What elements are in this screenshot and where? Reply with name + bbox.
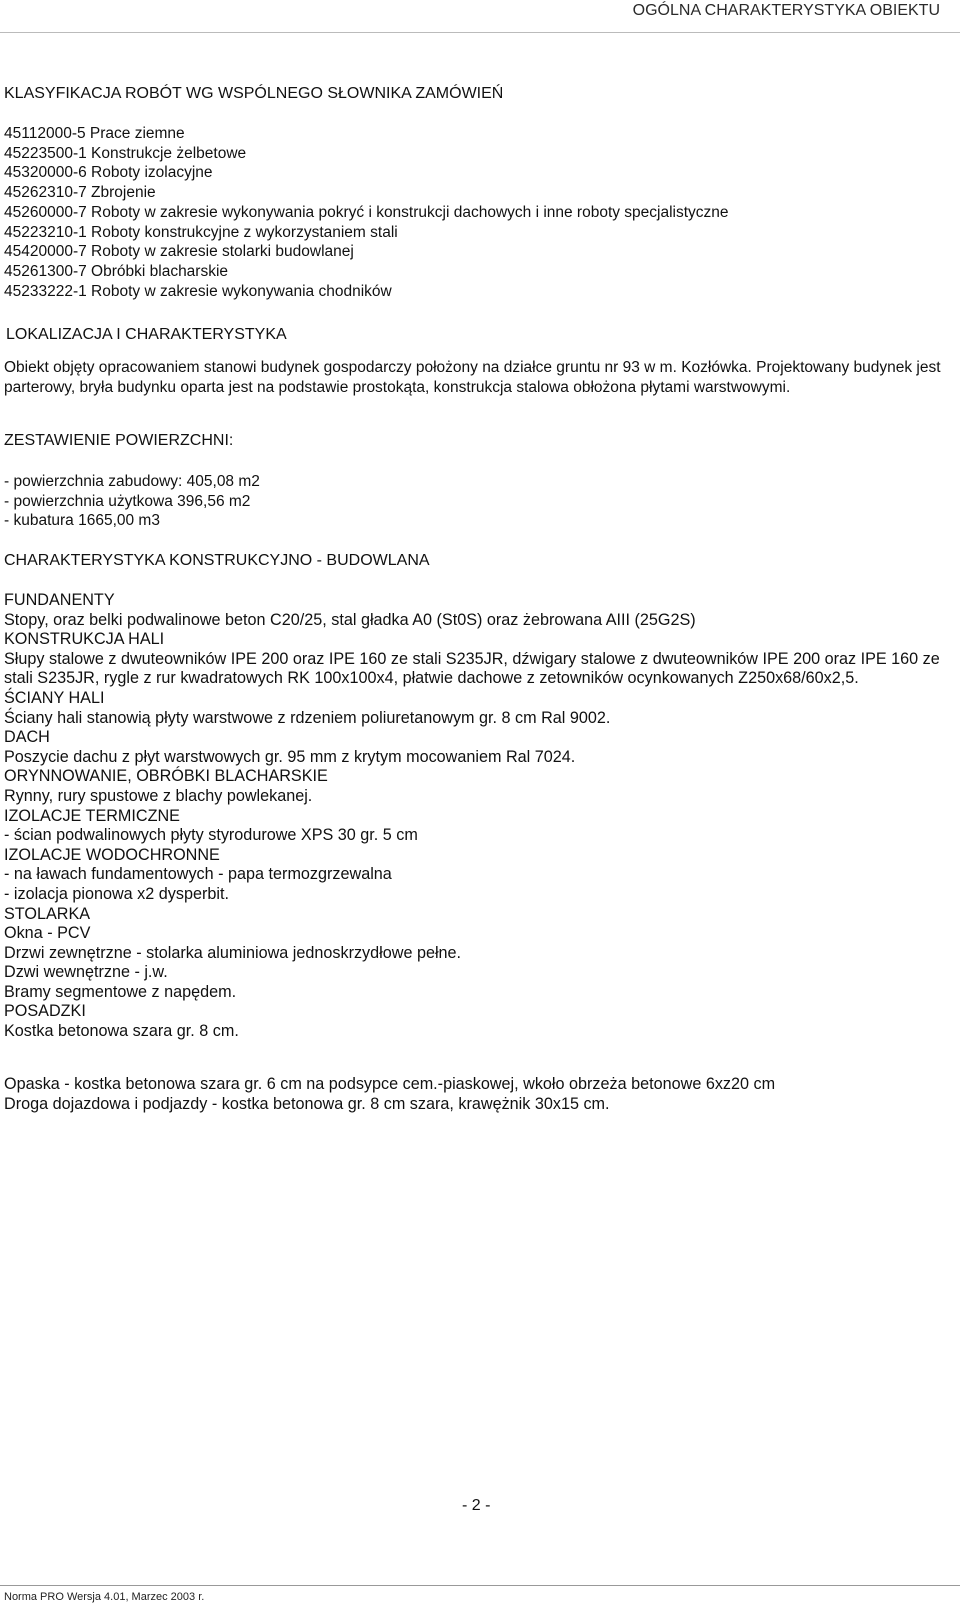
list-item: - powierzchnia użytkowa 396,56 m2 bbox=[4, 492, 251, 510]
list-item: - powierzchnia zabudowy: 405,08 m2 bbox=[4, 473, 260, 490]
list-item: 45320000-6 Roboty izolacyjne bbox=[4, 164, 213, 182]
extra-notes bbox=[4, 1075, 775, 1114]
construction-list bbox=[4, 591, 949, 1042]
text-line: Stopy, oraz belki podwalinowe beton C20/25, stal gładka A0 (St0S) oraz żebrowana AIII (25G2S) bbox=[4, 610, 696, 629]
text-line: Opaska - kostka betonowa szara gr. 6 cm na podsypce cem.-piaskowej, wkoło obrzeża betonowe 6xz20 cm bbox=[4, 1075, 776, 1093]
subheading: STOLARKA bbox=[4, 904, 91, 923]
list-item: 45262310-7 Zbrojenie bbox=[4, 184, 156, 202]
list-item: 45223500-1 Konstrukcje żelbetowe bbox=[4, 144, 247, 162]
text-line: Dzwi wewnętrzne - j.w. bbox=[4, 963, 168, 982]
construction-heading: CHARAKTERYSTYKA KONSTRUKCYJNO - BUDOWLANA bbox=[4, 552, 430, 569]
subheading: POSADZKI bbox=[4, 1002, 86, 1021]
location-description bbox=[4, 358, 944, 397]
text-line: Rynny, rury spustowe z blachy powlekanej. bbox=[4, 786, 313, 805]
text-line: Kostka betonowa szara gr. 8 cm. bbox=[4, 1022, 239, 1041]
text-line: Droga dojazdowa i podjazdy - kostka betonowa gr. 8 cm szara, krawężnik 30x15 cm. bbox=[4, 1094, 610, 1113]
text-line: - izolacja pionowa x2 dysperbit. bbox=[4, 884, 229, 903]
list-item: 45260000-7 Roboty w zakresie wykonywania pokryć i konstrukcji dachowych i inne roboty specjalistyczne bbox=[4, 203, 729, 221]
subheading: IZOLACJE TERMICZNE bbox=[4, 806, 180, 825]
subheading: KONSTRUKCJA HALI bbox=[4, 630, 165, 649]
subheading: IZOLACJE WODOCHRONNE bbox=[4, 845, 220, 864]
list-item: - kubatura 1665,00 m3 bbox=[4, 512, 160, 530]
text-line: Drzwi zewnętrzne - stolarka aluminiowa jednoskrzydłowe pełne. bbox=[4, 943, 462, 962]
subheading: ORYNNOWANIE, OBRÓBKI BLACHARSKIE bbox=[4, 767, 328, 786]
list-item: 45233222-1 Roboty w zakresie wykonywania chodników bbox=[4, 282, 392, 300]
footer-divider bbox=[0, 1585, 960, 1586]
list-item: 45420000-7 Roboty w zakresie stolarki budowlanej bbox=[4, 243, 354, 261]
list-item: 45261300-7 Obróbki blacharskie bbox=[4, 262, 229, 280]
text-line: Poszycie dachu z płyt warstwowych gr. 95 mm z krytym mocowaniem Ral 7024. bbox=[4, 747, 576, 766]
subheading: FUNDANENTY bbox=[4, 591, 115, 609]
software-version: Norma PRO Wersja 4.01, Marzec 2003 r. bbox=[4, 1591, 205, 1603]
areas-heading: ZESTAWIENIE POWIERZCHNI: bbox=[4, 432, 234, 449]
list-item: 45112000-5 Prace ziemne bbox=[4, 125, 185, 142]
classification-heading: KLASYFIKACJA ROBÓT WG WSPÓLNEGO SŁOWNIKA ZAMÓWIEŃ bbox=[4, 85, 504, 102]
location-text: Obiekt objęty opracowaniem stanowi budynek gospodarczy położony na działce gruntu nr 93 w m. Kozłówka. Projektowany budynek jest parterowy, bryła budynku oparta jest na podstawie prostokąta, konstrukcja stalowa obłożona płytami warstwowymi. bbox=[4, 359, 941, 396]
subheading: DACH bbox=[4, 728, 50, 747]
header-divider bbox=[0, 32, 960, 33]
text-line: Bramy segmentowe z napędem. bbox=[4, 982, 237, 1001]
text-line: Okna - PCV bbox=[4, 924, 91, 943]
text-line: - na ławach fundamentowych - papa termozgrzewalna bbox=[4, 865, 392, 884]
classification-list bbox=[4, 124, 729, 301]
list-item: 45223210-1 Roboty konstrukcyjne z wykorzystaniem stali bbox=[4, 223, 398, 241]
text-line: - ścian podwalinowych płyty styrodurowe XPS 30 gr. 5 cm bbox=[4, 826, 418, 845]
text-line: Słupy stalowe z dwuteowników IPE 200 oraz IPE 160 ze stali S235JR, dźwigary stalowe z dwuteowników IPE 200 oraz IPE 160 ze stali S235JR, rygle z rur kwadratowych RK 100x100x4, płatwie dachowe z zetowników ocynkowanych Z250x68/60x2,5. bbox=[4, 649, 940, 688]
subheading: ŚCIANY HALI bbox=[4, 688, 105, 707]
areas-list bbox=[4, 472, 260, 531]
text-line: Ściany hali stanowią płyty warstwowe z rdzeniem poliuretanowym gr. 8 cm Ral 9002. bbox=[4, 708, 611, 727]
page-number: - 2 - bbox=[462, 1497, 491, 1514]
page-header-title: OGÓLNA CHARAKTERYSTYKA OBIEKTU bbox=[632, 2, 940, 19]
location-heading: LOKALIZACJA I CHARAKTERYSTYKA bbox=[6, 326, 287, 343]
